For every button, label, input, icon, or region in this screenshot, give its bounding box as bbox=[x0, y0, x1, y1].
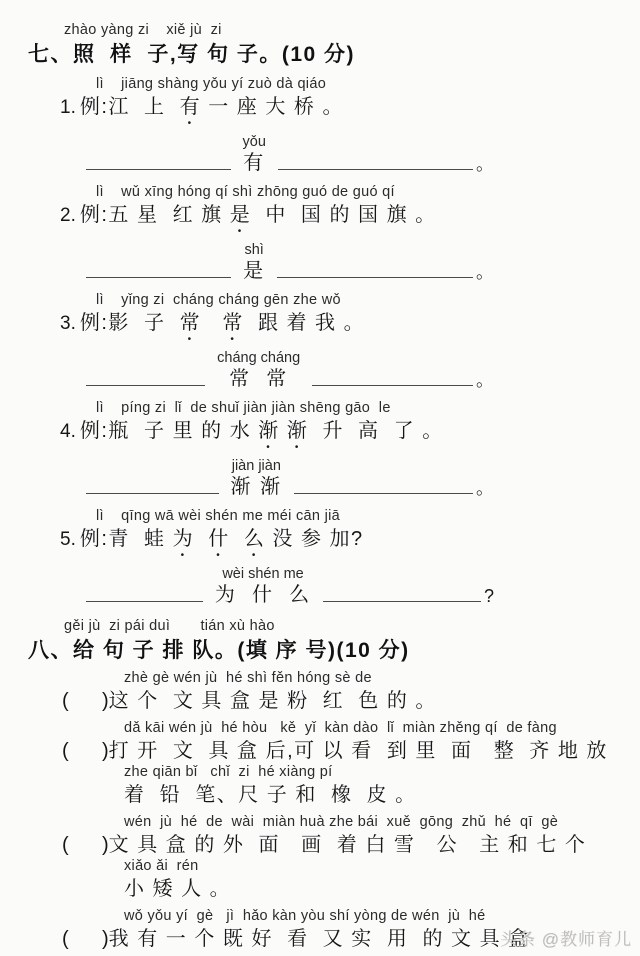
sentence-pre: 例:青 蛙 bbox=[79, 528, 173, 550]
ordering-item-4-pinyin: wǒ yǒu yí gè jì hǎo kàn yòu shí yòng de wén jù hé bbox=[124, 908, 486, 924]
sentence-text: 打 开 文 具 盒 后,可 以 看 到 里 面 整 齐 地 放 bbox=[108, 740, 608, 762]
emphasized-word: 是 bbox=[229, 204, 252, 226]
section-7-heading-pinyin: zhào yàng zi xiě jù zi bbox=[64, 22, 222, 38]
model-word-pinyin: yǒu bbox=[242, 134, 266, 150]
answer-blank-left[interactable] bbox=[86, 275, 231, 278]
sentence-text: 这 个 文 具 盒 是 粉 红 色 的 。 bbox=[108, 690, 437, 712]
question-1-pinyin: lì jiāng shàng yǒu yí zuò dà qiáo bbox=[96, 76, 327, 92]
example-sentence-4 bbox=[60, 419, 640, 453]
sentence-post: 中 国 的 国 旗 。 bbox=[251, 204, 437, 226]
emphasized-word: 有 bbox=[179, 96, 202, 118]
model-word-pinyin: cháng cháng bbox=[217, 350, 301, 366]
end-punctuation: 。 bbox=[476, 370, 494, 390]
section-8-heading-pinyin: gěi jù zi pái duì tián xù hào bbox=[64, 618, 275, 634]
ordering-item-2-pinyin: dǎ kāi wén jù hé hòu kě yǐ kàn dào lǐ miàn zhěng qí de fàng bbox=[124, 720, 557, 736]
sentence-pre: 例:五 星 红 旗 bbox=[79, 204, 230, 226]
answer-blank-right[interactable] bbox=[323, 599, 481, 602]
end-punctuation: 。 bbox=[476, 262, 494, 282]
answer-blank-right[interactable] bbox=[278, 167, 473, 170]
model-word: 渐 渐 bbox=[230, 476, 283, 498]
answer-blank-right[interactable] bbox=[277, 275, 473, 278]
example-sentence-1 bbox=[60, 95, 640, 129]
question-number: 3. bbox=[60, 313, 76, 334]
question-4 bbox=[0, 400, 640, 500]
sentence-text: 文 具 盒 的 外 面 画 着 白 雪 公 主 和 七 个 bbox=[108, 834, 587, 856]
sentence-pre: 例:江 上 bbox=[79, 96, 180, 118]
ordering-item-3 bbox=[0, 814, 640, 902]
answer-area-4 bbox=[0, 459, 640, 500]
sequence-number-blank[interactable]: ( ) bbox=[62, 834, 109, 856]
example-sentence-3 bbox=[60, 311, 640, 345]
watermark: 头条 @教师育儿 bbox=[500, 930, 632, 949]
model-word-pinyin: wèi shén me bbox=[222, 566, 304, 582]
emphasized-word: 常 常 bbox=[179, 312, 244, 334]
ordering-item-1-pinyin: zhè gè wén jù hé shì fěn hóng sè de bbox=[124, 670, 372, 686]
ordering-item-2-cont-text: 着 铅 笔、尺 子 和 橡 皮 。 bbox=[124, 784, 417, 806]
model-word-group bbox=[203, 567, 323, 608]
question-2 bbox=[0, 184, 640, 284]
model-word-group bbox=[205, 351, 312, 392]
answer-blank-right[interactable] bbox=[312, 383, 473, 386]
answer-area-5 bbox=[0, 567, 640, 608]
question-5-pinyin: lì qīng wā wèi shén me méi cān jiā bbox=[96, 508, 341, 524]
answer-blank-left[interactable] bbox=[86, 599, 203, 602]
model-word: 是 bbox=[243, 260, 266, 282]
ordering-item-3-pinyin: wén jù hé de wài miàn huà zhe bái xuě gōng zhǔ hé qī gè bbox=[124, 814, 559, 830]
ordering-item-2-text bbox=[62, 739, 640, 764]
sentence-pre: 例:瓶 子 里 的 水 bbox=[79, 420, 259, 442]
question-number: 1. bbox=[60, 97, 76, 118]
model-word: 常 常 bbox=[229, 368, 289, 390]
sequence-number-blank[interactable]: ( ) bbox=[62, 928, 109, 950]
answer-blank-left[interactable] bbox=[86, 167, 231, 170]
sequence-number-blank[interactable]: ( ) bbox=[62, 740, 109, 762]
model-word-group bbox=[231, 243, 277, 284]
example-sentence-2 bbox=[60, 203, 640, 237]
model-word-pinyin: jiàn jiàn bbox=[231, 458, 281, 474]
emphasized-word: 渐 渐 bbox=[258, 420, 309, 442]
section-7 bbox=[0, 22, 640, 608]
example-sentence-5 bbox=[60, 527, 640, 561]
question-1 bbox=[0, 76, 640, 176]
model-word-group bbox=[231, 135, 278, 176]
ordering-item-1-text bbox=[62, 689, 640, 714]
sentence-pre: 例:影 子 bbox=[79, 312, 180, 334]
ordering-item-1 bbox=[0, 670, 640, 714]
model-word: 为 什 么 bbox=[214, 584, 312, 606]
answer-area-3 bbox=[0, 351, 640, 392]
section-7-heading: 七、照 样 子,写 句 子。(10 分) bbox=[28, 43, 356, 66]
ordering-item-2-cont-pinyin: zhe qiān bǐ chǐ zi hé xiàng pí bbox=[124, 764, 333, 780]
sentence-post: 没 参 加? bbox=[265, 528, 364, 550]
model-word-group bbox=[219, 459, 295, 500]
question-2-pinyin: lì wǔ xīng hóng qí shì zhōng guó de guó qí bbox=[96, 184, 395, 200]
question-3-pinyin: lì yǐng zi cháng cháng gēn zhe wǒ bbox=[96, 292, 341, 308]
question-number: 4. bbox=[60, 421, 76, 442]
end-punctuation: 。 bbox=[476, 478, 494, 498]
section-8-heading: 八、给 句 子 排 队。(填 序 号)(10 分) bbox=[28, 639, 410, 662]
answer-blank-left[interactable] bbox=[86, 383, 205, 386]
end-punctuation: ? bbox=[483, 586, 494, 606]
end-punctuation: 。 bbox=[476, 154, 494, 174]
question-5 bbox=[0, 508, 640, 608]
question-number: 5. bbox=[60, 529, 76, 550]
sequence-number-blank[interactable]: ( ) bbox=[62, 690, 109, 712]
answer-blank-left[interactable] bbox=[86, 491, 219, 494]
section-8 bbox=[0, 618, 640, 952]
question-number: 2. bbox=[60, 205, 76, 226]
question-3 bbox=[0, 292, 640, 392]
answer-area-2 bbox=[0, 243, 640, 284]
emphasized-word: 为 什 么 bbox=[172, 528, 266, 550]
question-4-pinyin: lì píng zi lǐ de shuǐ jiàn jiàn shēng gāo le bbox=[96, 400, 391, 416]
model-word: 有 bbox=[243, 152, 266, 174]
ordering-item-2 bbox=[0, 720, 640, 808]
answer-area-1 bbox=[0, 135, 640, 176]
sentence-post: 一 座 大 桥 。 bbox=[201, 96, 344, 118]
ordering-item-3-cont-text: 小 矮 人 。 bbox=[124, 878, 232, 900]
sentence-post: 跟 着 我 。 bbox=[243, 312, 366, 334]
ordering-item-3-cont-pinyin: xiǎo ǎi rén bbox=[124, 858, 199, 874]
ordering-item-3-text bbox=[62, 833, 640, 858]
model-word-pinyin: shì bbox=[244, 242, 264, 258]
answer-blank-right[interactable] bbox=[294, 491, 473, 494]
sentence-post: 升 高 了 。 bbox=[308, 420, 444, 442]
sentence-text: 我 有 一 个 既 好 看 又 实 用 的 文 具 盒 bbox=[108, 928, 530, 950]
